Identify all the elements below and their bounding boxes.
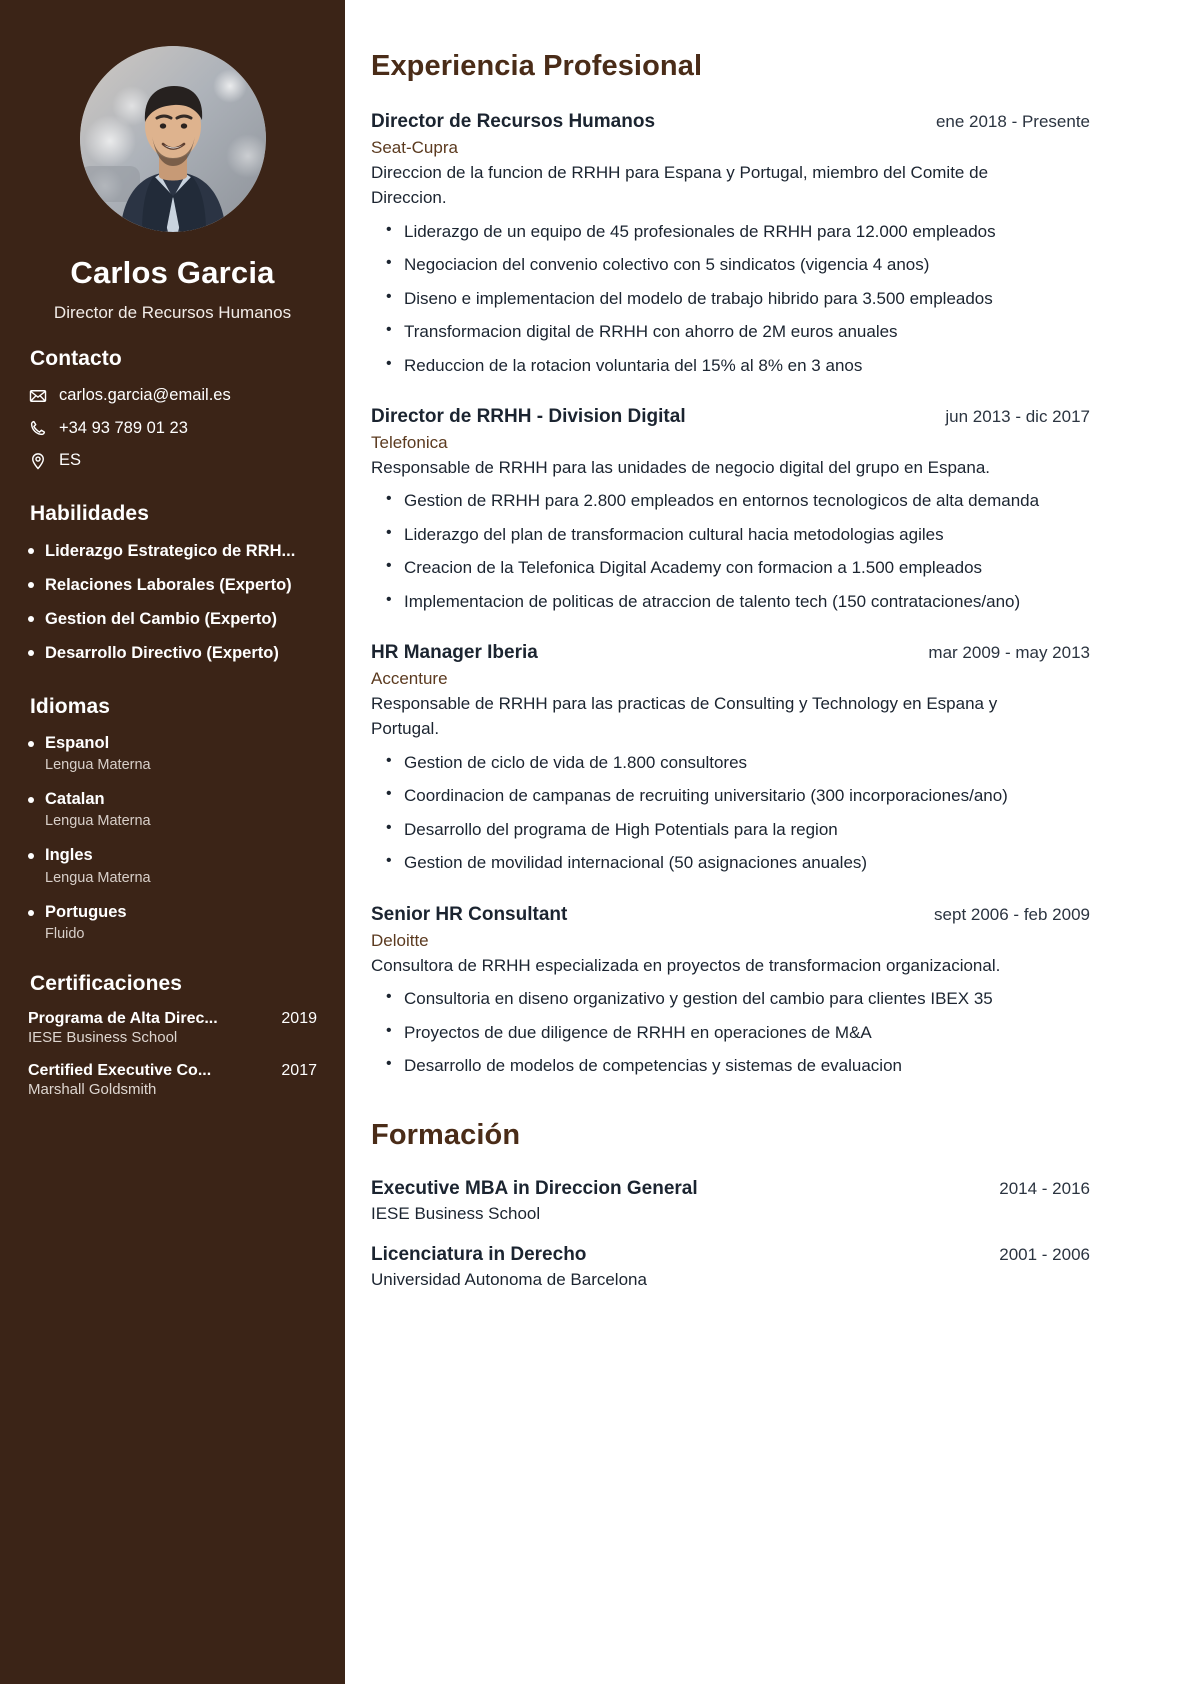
experience-item <box>371 109 1090 378</box>
bullet-dot-icon <box>28 616 34 622</box>
language-level: Lengua Materna <box>45 869 151 886</box>
job-summary: Responsable de RRHH para las unidades de negocio digital del grupo en Espana. <box>371 457 991 477</box>
certification-item <box>28 1010 317 1046</box>
contact-location-value: ES <box>59 451 82 470</box>
experience-item <box>371 902 1090 1079</box>
bullet-dot-icon <box>28 582 34 588</box>
language-item <box>28 845 317 885</box>
experience-header-row <box>371 640 1090 666</box>
experience-section-title: Experiencia Profesional <box>371 50 703 82</box>
phone-icon <box>28 418 48 438</box>
education-header-row <box>371 1244 1090 1266</box>
contact-section <box>28 347 317 471</box>
certification-year: 2019 <box>281 1010 317 1028</box>
certification-top-row <box>28 1062 317 1080</box>
certifications-section <box>28 972 317 1098</box>
job-bullet: • Reduccion de la rotacion voluntaria del 15% al 8% en 3 anos <box>371 353 1041 379</box>
avatar-container <box>28 46 317 232</box>
person-headline: Director de Recursos Humanos <box>53 303 292 323</box>
contact-heading: Contacto <box>30 347 122 371</box>
job-dates: ene 2018 - Presente <box>935 112 1090 131</box>
education-section-title: Formación <box>371 1118 521 1151</box>
job-bullet: • Transformacion digital de RRHH con ahorro de 2M euros anuales <box>371 319 1041 345</box>
avatar <box>80 46 266 232</box>
education-item <box>371 1244 1090 1290</box>
bullet-dot-icon <box>28 797 34 803</box>
job-dates: sept 2006 - feb 2009 <box>934 904 1090 924</box>
skill-item <box>28 540 317 562</box>
job-bullet: • Gestion de RRHH para 2.800 empleados en entornos tecnologicos de alta demanda <box>371 488 1041 514</box>
job-bullet-list <box>371 750 1090 876</box>
language-name-row <box>28 845 317 866</box>
skill-item <box>28 608 317 630</box>
skills-section <box>28 502 317 665</box>
experience-item <box>371 404 1090 614</box>
language-name-row <box>28 902 317 923</box>
languages-section <box>28 695 317 943</box>
job-role: Director de RRHH - Division Digital <box>371 406 686 428</box>
job-bullet: • Negociacion del convenio colectivo con 5 sindicatos (vigencia 4 anos) <box>371 252 1041 278</box>
skill-label: Desarrollo Directivo (Experto) <box>45 644 279 663</box>
job-role: Director de Recursos Humanos <box>371 111 656 132</box>
language-level: Lengua Materna <box>45 813 151 830</box>
job-role: Senior HR Consultant <box>371 903 568 925</box>
envelope-icon <box>28 386 48 406</box>
job-dates: jun 2013 - dic 2017 <box>945 407 1090 427</box>
bullet-dot-icon <box>28 910 34 916</box>
main-content <box>345 0 1190 1684</box>
bullet-dot-icon <box>28 853 34 859</box>
job-role: HR Manager Iberia <box>371 642 538 664</box>
language-item <box>28 733 317 773</box>
certification-org: Marshall Goldsmith <box>28 1081 157 1099</box>
certification-name: Certified Executive Co... <box>28 1062 212 1080</box>
job-bullet: • Implementacion de politicas de atraccion de talento tech (150 contrataciones/ano) <box>371 589 1041 615</box>
skill-label: Relaciones Laborales (Experto) <box>45 575 292 594</box>
skill-item <box>28 574 317 596</box>
language-name: Espanol <box>45 733 110 752</box>
job-bullet: • Desarrollo de modelos de competencias y sistemas de evaluacion <box>371 1053 1041 1079</box>
skill-label: Gestion del Cambio (Experto) <box>45 610 277 629</box>
language-item <box>28 789 317 829</box>
location-pin-icon <box>28 451 48 471</box>
job-company: Seat-Cupra <box>371 137 458 157</box>
education-degree: Executive MBA in Direccion General <box>371 1177 698 1199</box>
job-company: Telefonica <box>371 432 448 452</box>
certification-top-row <box>28 1010 317 1028</box>
certification-org: IESE Business School <box>28 1029 178 1047</box>
job-summary: Responsable de RRHH para las practicas de Consulting y Technology en Espana y Portugal. <box>371 693 998 739</box>
job-bullet-list <box>371 219 1090 379</box>
experience-header-row <box>371 404 1090 430</box>
education-item <box>371 1178 1090 1224</box>
job-bullet: • Desarrollo del programa de High Potentials para la region <box>371 817 1041 843</box>
certifications-heading: Certificaciones <box>30 972 183 996</box>
job-bullet: • Gestion de movilidad internacional (50 asignaciones anuales) <box>371 850 1041 876</box>
languages-heading: Idiomas <box>30 694 111 718</box>
education-dates: 2014 - 2016 <box>999 1178 1090 1198</box>
job-bullet: • Gestion de ciclo de vida de 1.800 consultores <box>371 750 1041 776</box>
experience-item <box>371 640 1090 876</box>
job-bullet: • Diseno e implementacion del modelo de trabajo hibrido para 3.500 empleados <box>371 286 1041 312</box>
skills-heading: Habilidades <box>30 501 149 525</box>
education-dates: 2001 - 2006 <box>999 1244 1090 1264</box>
bullet-dot-icon <box>28 741 34 747</box>
language-name: Portugues <box>45 902 127 921</box>
certification-name: Programa de Alta Direc... <box>28 1010 218 1028</box>
contact-phone[interactable] <box>28 418 317 439</box>
job-bullet-list <box>371 488 1090 614</box>
contact-location[interactable] <box>28 450 317 471</box>
language-item <box>28 902 317 942</box>
education-header-row <box>371 1178 1090 1200</box>
job-bullet: • Proyectos de due diligence de RRHH en operaciones de M&A <box>371 1020 1041 1046</box>
experience-header-row <box>371 109 1090 135</box>
language-level: Fluido <box>45 926 85 943</box>
job-dates: mar 2009 - may 2013 <box>928 643 1090 663</box>
job-bullet: • Creacion de la Telefonica Digital Academy con formacion a 1.500 empleados <box>371 555 1041 581</box>
certification-item <box>28 1062 317 1098</box>
contact-email-value: carlos.garcia@email.es <box>59 386 231 405</box>
job-bullet: • Consultoria en diseno organizativo y gestion del cambio para clientes IBEX 35 <box>371 986 1041 1012</box>
certification-year: 2017 <box>281 1062 317 1080</box>
job-bullet: • Liderazgo del plan de transformacion cultural hacia metodologias agiles <box>371 522 1041 548</box>
education-degree: Licenciatura in Derecho <box>371 1243 587 1265</box>
experience-header-row <box>371 902 1090 928</box>
job-company: Deloitte <box>371 930 429 950</box>
person-name: Carlos Garcia <box>70 255 275 290</box>
job-bullet: • Coordinacion de campanas de recruiting universitario (300 incorporaciones/ano) <box>371 783 1041 809</box>
sidebar <box>0 0 345 1684</box>
bullet-dot-icon <box>28 548 34 554</box>
language-name-row <box>28 789 317 810</box>
job-company: Accenture <box>371 668 448 688</box>
job-bullet: • Liderazgo de un equipo de 45 profesionales de RRHH para 12.000 empleados <box>371 219 1041 245</box>
contact-phone-value: +34 93 789 01 23 <box>59 418 188 437</box>
bullet-dot-icon <box>28 650 34 656</box>
job-bullet-list <box>371 986 1090 1079</box>
education-school: IESE Business School <box>371 1203 541 1223</box>
education-school: Universidad Autonoma de Barcelona <box>371 1269 647 1289</box>
language-level: Lengua Materna <box>45 757 151 773</box>
skill-item <box>28 642 317 664</box>
language-name-row <box>28 733 317 754</box>
language-name: Ingles <box>45 846 93 865</box>
job-summary: Consultora de RRHH especializada en proyectos de transformacion organizacional. <box>371 955 1001 975</box>
job-summary: Direccion de la funcion de RRHH para Espana y Portugal, miembro del Comite de Direccion. <box>371 162 989 208</box>
contact-email[interactable] <box>28 385 317 406</box>
skill-label: Liderazgo Estrategico de RRH... <box>45 541 296 560</box>
language-name: Catalan <box>45 790 105 808</box>
